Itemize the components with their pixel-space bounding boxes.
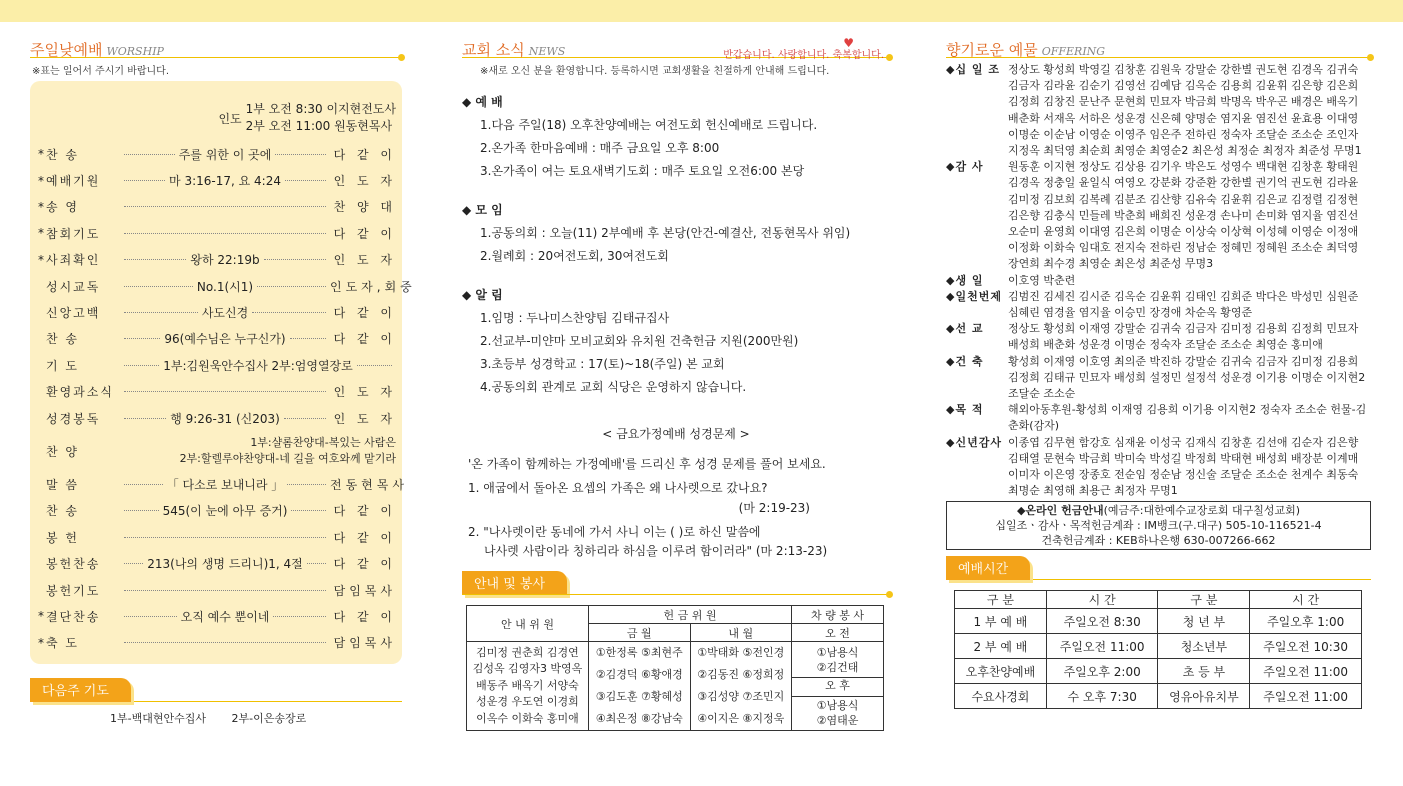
order-row: 봉헌기도 담임목사 bbox=[46, 583, 396, 598]
times-row: 오후찬양예배 주일오후 2:00 초 등 부 주일오전 11:00 bbox=[955, 659, 1362, 684]
offering-column bbox=[946, 36, 1371, 709]
online-account-2: 건축헌금계좌 : KEB하나은행 630-007266-662 bbox=[1041, 534, 1276, 548]
next-prayer-label: 다음주 기도 bbox=[30, 678, 131, 702]
offering-item: ◆목 적 해외아동후원-황성희 이재영 김용희 이기용 이지현2 정숙자 조소순 헌물-김춘화(감자) bbox=[946, 403, 1367, 433]
order-row-anthem: 찬 양 1부:샬롬찬양대-복있는 사람은 2부:할렐루야찬양대-네 길을 여호와께 맡기라 bbox=[46, 436, 396, 466]
offering-title: 향기로운 예물 OFFERING bbox=[946, 41, 1106, 59]
times-row: 2 부 예 배 주일오전 11:00 청소년부 주일오전 10:30 bbox=[955, 634, 1362, 659]
order-row: * 참회기도 다 같 이 bbox=[38, 226, 396, 241]
order-rows-2 bbox=[36, 471, 408, 656]
header-dot-icon bbox=[886, 54, 893, 61]
header-dot-icon bbox=[1367, 54, 1374, 61]
news-item: 1.임명 : 두나미스찬양팀 김태규집사 bbox=[480, 311, 670, 325]
order-row: 성시교독 No.1(시1) 인도자,회중 bbox=[46, 279, 416, 294]
heart-icon: ♥ bbox=[843, 36, 854, 50]
order-row: 찬 송 545(이 눈에 아무 증거) 다 같 이 bbox=[46, 504, 396, 519]
order-row: 말 씀 「 다소로 보내니라 」 전동현목사 bbox=[46, 477, 408, 492]
header-dot-icon bbox=[398, 54, 405, 61]
next-prayer-1: 1부-백대현안수집사 bbox=[110, 712, 206, 726]
worship-order-box bbox=[30, 81, 416, 664]
order-row: * 송 영 찬 양 대 bbox=[38, 199, 396, 215]
quiz-intro: '온 가족이 함께하는 가정예배'를 드리신 후 성경 문제를 풀어 보세요. bbox=[468, 457, 826, 471]
times-label: 예배시간 bbox=[946, 556, 1030, 580]
news-header bbox=[462, 36, 890, 61]
online-offering-box: ◆온라인 헌금안내(예금주:대한예수교장로회 대구칠성교회) 십일조ㆍ감사ㆍ목적헌금계좌 : IM뱅크(구.대구) 505-10-116521-4 건축헌금계좌 : KEB하나은행 630-007266-662 bbox=[946, 501, 1371, 550]
news-section-head: ◆ 모 임 bbox=[462, 203, 503, 217]
news-item: 1.공동의회 : 오늘(11) 2부예배 후 본당(안건-예결산, 전동현목사 위임) bbox=[480, 226, 851, 240]
order-row: * 사죄확인 왕하 22:19b 인 도 자 bbox=[38, 252, 396, 268]
quiz-q2: 2. "나사렛이란 동네에 가서 사니 이는 ( )로 하신 말씀에 bbox=[468, 525, 761, 539]
inner-list: ①박태화 ⑤전인경 ②김동진 ⑥정희정 ③김성양 ⑦조민지 ④이지은 ⑧지정욱 bbox=[690, 642, 792, 731]
offering-item: ◆선 교 정상도 황성희 이재영 강말순 김귀숙 김금자 김미정 김용희 김정희 민묘자 배성희 배춘화 성운경 이명순 정숙자 조달순 조소순 최영순 홍미애 bbox=[946, 322, 1359, 352]
offering-item: ◆신년감사 이종엽 김무현 함강호 심재윤 이성국 김재식 김창훈 김선애 김순자 김은향 김태열 문현숙 박금희 박미숙 박성길 박정희 박태현 배성희 배장분 이계매 이미자 이은영 장종호 전순임 정순남 정신술 조달순 조소순 천계수 최동숙 최명순 최영해 최용근 최정자 무명1 bbox=[946, 435, 1359, 498]
offering-item: ◆감 사 원동훈 이지현 정상도 김상용 김기우 박은도 성영수 백대현 김창훈 황태원 김경옥 정충일 윤일식 여영오 강분화 강준환 강한별 권기억 권도현 김라윤 김미정 김보희 김복례 김분조 김산향 김유숙 김윤휘 김은교 김정렬 김정현 김은향 김충식 민들레 박춘희 배희진 성운경 손나미 손미화 염지율 염진선 오순미 윤영희 이대영 김은희 이명순 이상숙 이상혁 이성혜 이영순 이정애 이정화 이화숙 임대호 전지숙 전하린 정남순 정혜민 정혜원 조소순 최덕영 장연희 최수경 최영순 최은성 최준성 무명3 bbox=[946, 160, 1359, 271]
times-row: 1 부 예 배 주일오전 8:30 청 년 부 주일오후 1:00 bbox=[955, 609, 1362, 634]
car-am: ①남용식 ②김건태 오 후 bbox=[792, 642, 884, 697]
worship-title: 주일낮예배 WORSHIP bbox=[30, 41, 164, 59]
anthem-line2: 2부:할렐루야찬양대-네 길을 여호와께 맡기라 bbox=[179, 452, 396, 466]
order-row: * 축 도 담임목사 bbox=[38, 635, 396, 651]
invocation-line1: 1부 오전 8:30 이지현전도사 bbox=[245, 102, 396, 116]
quiz-title: < 금요가정예배 성경문제 > bbox=[602, 427, 750, 441]
order-row: 봉헌찬송 213(나의 생명 드리니)1, 4절 다 같 이 bbox=[46, 557, 396, 572]
order-row: 환영과소식 인 도 자 bbox=[46, 385, 396, 400]
news-item: 2.온가족 한마음예배 : 매주 금요일 오후 8:00 bbox=[480, 141, 720, 155]
invocation-line2: 2부 오전 11:00 원동현목사 bbox=[245, 119, 393, 133]
offering-header bbox=[946, 36, 1371, 58]
news-title: 교회 소식 NEWS bbox=[462, 41, 566, 59]
news-item: 2.선교부-미얀마 모비교회와 유치원 건축헌금 지원(200만원) bbox=[480, 334, 799, 348]
welcome-note: ※새로 오신 분을 환영합니다. 등록하시면 교회생활을 친절하게 안내해 드립니다. bbox=[480, 66, 830, 77]
top-band bbox=[0, 0, 1403, 22]
order-row: 성경봉독 행 9:26-31 (신203) 인 도 자 bbox=[46, 411, 396, 426]
order-row: * 예배기원 마 3:16-17, 요 4:24 인 도 자 bbox=[38, 173, 396, 189]
offering-item: ◆건 축 황성희 이재영 이호영 최의준 박진하 강말순 김귀숙 김금자 김미정 김용희 김정희 김태규 민묘자 배성희 설정민 설정석 성운경 이기용 이명순 이지현2 조달순 조소순 bbox=[946, 354, 1366, 401]
news-item: 1.다음 주일(18) 오후찬양예배는 여전도회 헌신예배로 드립니다. bbox=[480, 118, 818, 132]
offering-item: ◆일천번제 김범진 김세진 김시준 김옥순 김윤휘 김태인 김희준 박다은 박성민 심원준 심혜린 염경율 염지율 이승민 장경애 차순옥 황영준 bbox=[946, 289, 1359, 320]
news-section-head: ◆ 알 림 bbox=[462, 288, 503, 302]
news-item: 3.온가족이 여는 토요새벽기도회 : 매주 토요일 오전6:00 본당 bbox=[480, 164, 805, 178]
invocation bbox=[36, 99, 396, 137]
times-row: 수요사경회 수 오후 7:30 영유아유치부 주일오전 11:00 bbox=[955, 684, 1362, 709]
gold-list: ①한정록 ⑤최현주 ②김경덕 ⑥황애경 ③김도훈 ⑦황혜성 ④최은정 ⑧강남숙 bbox=[589, 642, 691, 731]
offering-item: ◆생 일 이호영 박춘련 bbox=[946, 273, 1076, 287]
worship-times-table: 구 분 시 간 구 분 시 간 1 부 예 배 주일오전 8:30 청 년 부 주일오후 1:00 2 부 예 배 주일오전 11:00 청소년부 주일오전 10:30 오후찬양예배 주일오후 2:00 초 등 부 주일오전 11:00 수요사경회 수 오후 7:30 영유아유치부 주일오전 11:00 bbox=[954, 590, 1362, 709]
order-row: 찬 송 96(예수님은 누구신가) 다 같 이 bbox=[46, 332, 396, 347]
news-column bbox=[462, 36, 890, 731]
car-pm: ①남용식 ②염태운 bbox=[792, 696, 884, 731]
stand-note: ※표는 일어서 주시기 바랍니다. bbox=[32, 66, 170, 77]
worship-column bbox=[30, 36, 416, 726]
quiz-q1-ref: (마 2:19-23) bbox=[738, 501, 810, 515]
offering-list bbox=[946, 62, 1371, 499]
anthem-line1: 1부:샬롬찬양대-복있는 사람은 bbox=[250, 436, 396, 450]
news-section-head: ◆ 예 배 bbox=[462, 95, 503, 109]
offering-item: ◆십 일 조 정상도 황성희 박영길 김창훈 김원욱 강말순 강한별 권도현 김경옥 김귀숙 김금자 김라윤 김순기 김영선 김예담 김옥순 김용희 김윤휘 김은향 김은희 김정희 김창진 문난주 문현희 민묘자 박금희 박명옥 박우곤 배경은 배옥기 배춘화 서재옥 서하은 성운경 신은혜 양명순 염지윤 염진선 윤효용 이대영 이명순 이순남 이영순 이영주 임은주 전하린 정숙자 조달순 조소순 조인자 지정옥 최덕영 최순희 최영순 최영순2 최은성 최정순 최정자 최준성 무명1 bbox=[946, 63, 1362, 158]
news-item: 3.초등부 성경학교 : 17(토)~18(주일) 본 교회 bbox=[480, 357, 725, 371]
service-table: 안 내 위 원 헌 금 위 원 차 량 봉 사 금 월 내 월 오 전 김미정 권춘희 김경연 김성옥 김영자3 박영옥 배동주 배옥기 서양숙 성운경 우도연 이경희 이옥수 이화숙 홍미애 ①한정록 ⑤최현주 ②김경덕 ⑥황애경 ③김도훈 ⑦황혜성 ④최은정 ⑧강남숙 ①박태화 ⑤전인경 ②김동진 ⑥정희정 ③김성양 ⑦조민지 ④이지은 ⑧지정욱 ①남용식 ②김건태 오 후 ①남용식 ②염태운 bbox=[466, 605, 884, 731]
news-item: 4.공동의회 관계로 교회 식당은 운영하지 않습니다. bbox=[480, 380, 747, 394]
order-row: 신앙고백 사도신경 다 같 이 bbox=[46, 306, 396, 321]
worship-header bbox=[30, 36, 402, 58]
online-account-1: 십일조ㆍ감사ㆍ목적헌금계좌 : IM뱅크(구.대구) 505-10-116521-4 bbox=[995, 519, 1322, 533]
order-row: 기 도 1부:김원욱안수집사 2부:엄영열장로 bbox=[36, 352, 396, 378]
order-row: * 찬 송 주를 위한 이 곳에 다 같 이 bbox=[38, 147, 396, 162]
quiz-q1: 1. 애굽에서 돌아온 요셉의 가족은 왜 나사렛으로 갔나요? bbox=[468, 481, 768, 495]
order-rows bbox=[36, 141, 416, 431]
service-label: 안내 및 봉사 bbox=[462, 571, 567, 595]
news-sections bbox=[462, 93, 890, 395]
next-prayer-2: 2부-이은송장로 bbox=[231, 712, 307, 726]
order-row: * 결단찬송 오직 예수 뿐이네 다 같 이 bbox=[38, 609, 396, 624]
news-item: 2.월례회 : 20여전도회, 30여전도회 bbox=[480, 249, 669, 263]
guide-names: 김미정 권춘희 김경연 김성옥 김영자3 박영옥 배동주 배옥기 서양숙 성운경 우도연 이경희 이옥수 이화숙 홍미애 bbox=[467, 642, 589, 731]
slogan: 반갑습니다. 사랑합니다. 축복합니다. bbox=[723, 50, 884, 61]
order-row: 봉 헌 다 같 이 bbox=[46, 530, 396, 545]
quiz-q2b: 나사렛 사람이라 칭하리라 하심을 이루려 함이러라" (마 2:13-23) bbox=[484, 544, 828, 558]
invocation-label: 인도 bbox=[218, 111, 242, 126]
